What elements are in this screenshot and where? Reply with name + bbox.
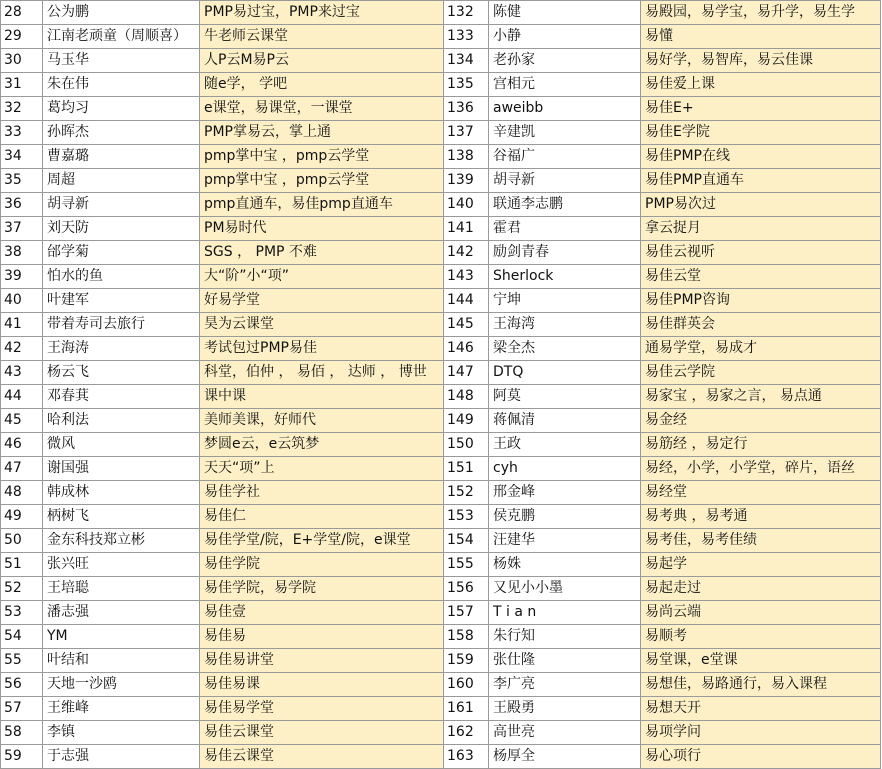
table-row <box>1 49 881 73</box>
name-cell[interactable]: 周超 <box>43 169 200 193</box>
name-cell[interactable]: YM <box>43 625 200 649</box>
row-number-cell[interactable]: 161 <box>444 697 489 721</box>
name-cell[interactable]: 天地一沙鸥 <box>43 673 200 697</box>
row-number-cell[interactable]: 163 <box>444 745 489 769</box>
brand-cell[interactable]: PM易时代 <box>200 217 444 241</box>
name-cell[interactable]: 马玉华 <box>43 49 200 73</box>
table-row <box>1 337 881 361</box>
name-cell[interactable]: 哈利法 <box>43 409 200 433</box>
name-cell[interactable]: 邢金峰 <box>489 481 641 505</box>
name-cell[interactable]: 王殿勇 <box>489 697 641 721</box>
row-number-cell[interactable]: 50 <box>1 529 43 553</box>
brand-cell[interactable]: 易家宝 ，易家之言， 易点通 <box>641 385 881 409</box>
brand-cell[interactable]: 通易学堂，易成才 <box>641 337 881 361</box>
name-cell[interactable]: aweibb <box>489 97 641 121</box>
name-cell[interactable]: 李广亮 <box>489 673 641 697</box>
name-cell[interactable]: 杨姝 <box>489 553 641 577</box>
brand-cell[interactable]: 易尚云端 <box>641 601 881 625</box>
name-cell[interactable]: 潘志强 <box>43 601 200 625</box>
brand-cell[interactable]: PMP易次过 <box>641 193 881 217</box>
table-row <box>1 97 881 121</box>
row-number-cell[interactable]: 34 <box>1 145 43 169</box>
table-row <box>1 601 881 625</box>
row-number-cell[interactable]: 137 <box>444 121 489 145</box>
brand-cell[interactable]: 易佳云课堂 <box>200 721 444 745</box>
row-number-cell[interactable]: 54 <box>1 625 43 649</box>
name-cell[interactable]: DTQ <box>489 361 641 385</box>
name-cell[interactable]: 朱行知 <box>489 625 641 649</box>
name-cell[interactable]: 宁坤 <box>489 289 641 313</box>
name-cell[interactable]: 微风 <box>43 433 200 457</box>
table-body <box>1 1 881 769</box>
row-number-cell[interactable]: 28 <box>1 1 43 25</box>
table-row <box>1 577 881 601</box>
row-number-cell[interactable]: 145 <box>444 313 489 337</box>
brand-cell[interactable]: 易佳学院 <box>200 553 444 577</box>
brand-cell[interactable]: 牛老师云课堂 <box>200 25 444 49</box>
row-number-cell[interactable]: 146 <box>444 337 489 361</box>
name-cell[interactable]: 王政 <box>489 433 641 457</box>
brand-cell[interactable]: 易想佳，易路通行，易入课程 <box>641 673 881 697</box>
table-row <box>1 169 881 193</box>
row-number-cell[interactable]: 46 <box>1 433 43 457</box>
brand-cell[interactable]: 易想天开 <box>641 697 881 721</box>
row-number-cell[interactable]: 58 <box>1 721 43 745</box>
brand-cell[interactable]: 随e学， 学吧 <box>200 73 444 97</box>
brand-cell[interactable]: 易佳易 <box>200 625 444 649</box>
row-number-cell[interactable]: 32 <box>1 97 43 121</box>
table-row <box>1 505 881 529</box>
brand-cell[interactable]: 易佳易课 <box>200 673 444 697</box>
name-cell[interactable]: 韩成林 <box>43 481 200 505</box>
name-cell[interactable]: 杨厚全 <box>489 745 641 769</box>
row-number-cell[interactable]: 162 <box>444 721 489 745</box>
name-cell[interactable]: 张仕隆 <box>489 649 641 673</box>
brand-cell[interactable]: PMP掌易云，掌上通 <box>200 121 444 145</box>
row-number-cell[interactable]: 156 <box>444 577 489 601</box>
brand-cell[interactable]: 易金经 <box>641 409 881 433</box>
row-number-cell[interactable]: 51 <box>1 553 43 577</box>
row-number-cell[interactable]: 139 <box>444 169 489 193</box>
row-number-cell[interactable]: 152 <box>444 481 489 505</box>
name-cell[interactable]: 王海湾 <box>489 313 641 337</box>
brand-cell[interactable]: 昊为云课堂 <box>200 313 444 337</box>
table-row <box>1 1 881 25</box>
brand-cell[interactable]: 易佳PMP咨询 <box>641 289 881 313</box>
table-row <box>1 121 881 145</box>
name-cell[interactable]: 联通李志鹏 <box>489 193 641 217</box>
name-cell[interactable]: 于志强 <box>43 745 200 769</box>
table-row <box>1 673 881 697</box>
row-number-cell[interactable]: 31 <box>1 73 43 97</box>
table-row <box>1 241 881 265</box>
row-number-cell[interactable]: 153 <box>444 505 489 529</box>
table-row <box>1 385 881 409</box>
name-cell[interactable]: 柄树飞 <box>43 505 200 529</box>
name-cell[interactable]: 王海涛 <box>43 337 200 361</box>
name-cell[interactable]: 孙晖杰 <box>43 121 200 145</box>
brand-cell[interactable]: 易佳云课堂 <box>200 745 444 769</box>
row-number-cell[interactable]: 43 <box>1 361 43 385</box>
brand-cell[interactable]: 易佳云视听 <box>641 241 881 265</box>
name-cell[interactable]: 杨云飞 <box>43 361 200 385</box>
brand-cell[interactable]: 拿云捉月 <box>641 217 881 241</box>
table-row <box>1 289 881 313</box>
name-cell[interactable]: 胡寻新 <box>43 193 200 217</box>
brand-cell[interactable]: 梦圆e云，e云筑梦 <box>200 433 444 457</box>
name-cell[interactable]: 高世亮 <box>489 721 641 745</box>
row-number-cell[interactable]: 155 <box>444 553 489 577</box>
row-number-cell[interactable]: 141 <box>444 217 489 241</box>
brand-cell[interactable]: 易佳易学堂 <box>200 697 444 721</box>
brand-cell[interactable]: 大“阶”小“项” <box>200 265 444 289</box>
row-number-cell[interactable]: 33 <box>1 121 43 145</box>
brand-cell[interactable]: 易起走过 <box>641 577 881 601</box>
name-cell[interactable]: 谷福广 <box>489 145 641 169</box>
row-number-cell[interactable]: 154 <box>444 529 489 553</box>
row-number-cell[interactable]: 140 <box>444 193 489 217</box>
table-row <box>1 217 881 241</box>
row-number-cell[interactable]: 37 <box>1 217 43 241</box>
brand-cell[interactable]: 易懂 <box>641 25 881 49</box>
brand-cell[interactable]: 易殿园，易学宝，易升学，易生学 <box>641 1 881 25</box>
brand-cell[interactable]: 易筋经 ，易定行 <box>641 433 881 457</box>
row-number-cell[interactable]: 134 <box>444 49 489 73</box>
brand-cell[interactable]: 易考典 ，易考通 <box>641 505 881 529</box>
name-cell[interactable]: 蒋佩清 <box>489 409 641 433</box>
brand-cell[interactable]: 易佳E+ <box>641 97 881 121</box>
brand-cell[interactable]: 易佳学院，易学院 <box>200 577 444 601</box>
name-cell[interactable]: 邓春萁 <box>43 385 200 409</box>
table-row <box>1 73 881 97</box>
name-cell[interactable]: 金东科技郑立彬 <box>43 529 200 553</box>
name-cell[interactable]: 带着寿司去旅行 <box>43 313 200 337</box>
row-number-cell[interactable]: 136 <box>444 97 489 121</box>
row-number-cell[interactable]: 142 <box>444 241 489 265</box>
name-cell[interactable]: 阿莫 <box>489 385 641 409</box>
row-number-cell[interactable]: 59 <box>1 745 43 769</box>
row-number-cell[interactable]: 53 <box>1 601 43 625</box>
brand-cell[interactable]: 易佳爱上课 <box>641 73 881 97</box>
row-number-cell[interactable]: 160 <box>444 673 489 697</box>
brand-cell[interactable]: e课堂，易课堂，一课堂 <box>200 97 444 121</box>
brand-cell[interactable]: pmp掌中宝 ，pmp云学堂 <box>200 169 444 193</box>
name-cell[interactable]: 曹嘉璐 <box>43 145 200 169</box>
brand-cell[interactable]: PMP易过宝，PMP来过宝 <box>200 1 444 25</box>
row-number-cell[interactable]: 144 <box>444 289 489 313</box>
name-cell[interactable]: 王培聪 <box>43 577 200 601</box>
row-number-cell[interactable]: 38 <box>1 241 43 265</box>
row-number-cell[interactable]: 52 <box>1 577 43 601</box>
brand-cell[interactable]: 易佳PMP直通车 <box>641 169 881 193</box>
brand-cell[interactable]: 天天“项”上 <box>200 457 444 481</box>
brand-cell[interactable]: 易佳学堂/院，E+学堂/院，e课堂 <box>200 529 444 553</box>
brand-cell[interactable]: 好易学堂 <box>200 289 444 313</box>
brand-cell[interactable]: 易考佳，易考佳绩 <box>641 529 881 553</box>
name-cell[interactable]: T i a n <box>489 601 641 625</box>
name-cell[interactable]: 宫相元 <box>489 73 641 97</box>
brand-cell[interactable]: 易佳学社 <box>200 481 444 505</box>
row-number-cell[interactable]: 29 <box>1 25 43 49</box>
brand-cell[interactable]: 考试包过PMP易佳 <box>200 337 444 361</box>
brand-cell[interactable]: 易顺考 <box>641 625 881 649</box>
row-number-cell[interactable]: 147 <box>444 361 489 385</box>
brand-cell[interactable]: 易起学 <box>641 553 881 577</box>
name-cell[interactable]: 小静 <box>489 25 641 49</box>
brand-cell[interactable]: pmp直通车，易佳pmp直通车 <box>200 193 444 217</box>
table-row <box>1 745 881 769</box>
name-cell[interactable]: 老孙家 <box>489 49 641 73</box>
name-cell[interactable]: 叶建军 <box>43 289 200 313</box>
brand-cell[interactable]: SGS ， PMP 不难 <box>200 241 444 265</box>
row-number-cell[interactable]: 42 <box>1 337 43 361</box>
name-cell[interactable]: Sherlock <box>489 265 641 289</box>
name-cell[interactable]: 汪建华 <box>489 529 641 553</box>
brand-cell[interactable]: 易佳壹 <box>200 601 444 625</box>
row-number-cell[interactable]: 138 <box>444 145 489 169</box>
row-number-cell[interactable]: 133 <box>444 25 489 49</box>
row-number-cell[interactable]: 49 <box>1 505 43 529</box>
brand-cell[interactable]: 人P云M易P云 <box>200 49 444 73</box>
row-number-cell[interactable]: 44 <box>1 385 43 409</box>
row-number-cell[interactable]: 132 <box>444 1 489 25</box>
row-number-cell[interactable]: 158 <box>444 625 489 649</box>
name-cell[interactable]: 谢国强 <box>43 457 200 481</box>
name-cell[interactable]: 霍君 <box>489 217 641 241</box>
name-cell[interactable]: 公为鹏 <box>43 1 200 25</box>
name-cell[interactable]: 陈健 <box>489 1 641 25</box>
row-number-cell[interactable]: 151 <box>444 457 489 481</box>
table-row <box>1 265 881 289</box>
name-cell[interactable]: 胡寻新 <box>489 169 641 193</box>
row-number-cell[interactable]: 36 <box>1 193 43 217</box>
brand-cell[interactable]: pmp掌中宝 ，pmp云学堂 <box>200 145 444 169</box>
table-row <box>1 145 881 169</box>
name-cell[interactable]: 张兴旺 <box>43 553 200 577</box>
brand-cell[interactable]: 美师美课，好师代 <box>200 409 444 433</box>
brand-cell[interactable]: 易佳PMP在线 <box>641 145 881 169</box>
row-number-cell[interactable]: 150 <box>444 433 489 457</box>
name-cell[interactable]: 侯克鹏 <box>489 505 641 529</box>
row-number-cell[interactable]: 55 <box>1 649 43 673</box>
table-row <box>1 313 881 337</box>
name-cell[interactable]: 辛建凯 <box>489 121 641 145</box>
brand-cell[interactable]: 易好学，易智库，易云佳课 <box>641 49 881 73</box>
row-number-cell[interactable]: 57 <box>1 697 43 721</box>
table-row <box>1 409 881 433</box>
row-number-cell[interactable]: 48 <box>1 481 43 505</box>
row-number-cell[interactable]: 39 <box>1 265 43 289</box>
brand-cell[interactable]: 易心项行 <box>641 745 881 769</box>
name-cell[interactable]: 李镇 <box>43 721 200 745</box>
row-number-cell[interactable]: 56 <box>1 673 43 697</box>
table-row <box>1 625 881 649</box>
name-cell[interactable]: 王维峰 <box>43 697 200 721</box>
name-cell[interactable]: 刘天防 <box>43 217 200 241</box>
brand-cell[interactable]: 易项学问 <box>641 721 881 745</box>
row-number-cell[interactable]: 135 <box>444 73 489 97</box>
table-row <box>1 529 881 553</box>
row-number-cell[interactable]: 159 <box>444 649 489 673</box>
table-row <box>1 25 881 49</box>
brand-cell[interactable]: 易佳E学院 <box>641 121 881 145</box>
name-cell[interactable]: cyh <box>489 457 641 481</box>
table-row <box>1 457 881 481</box>
brand-cell[interactable]: 易经，小学，小学堂，碎片，语丝 <box>641 457 881 481</box>
name-cell[interactable]: 叶结和 <box>43 649 200 673</box>
table-row <box>1 649 881 673</box>
row-number-cell[interactable]: 40 <box>1 289 43 313</box>
row-number-cell[interactable]: 30 <box>1 49 43 73</box>
table-row <box>1 361 881 385</box>
brand-cell[interactable]: 易佳仁 <box>200 505 444 529</box>
brand-cell[interactable]: 易佳群英会 <box>641 313 881 337</box>
row-number-cell[interactable]: 41 <box>1 313 43 337</box>
name-cell[interactable]: 葛均习 <box>43 97 200 121</box>
name-cell[interactable]: 励剑青春 <box>489 241 641 265</box>
name-cell[interactable]: 又见小小墨 <box>489 577 641 601</box>
name-cell[interactable]: 怕水的鱼 <box>43 265 200 289</box>
brand-cell[interactable]: 易佳云堂 <box>641 265 881 289</box>
brand-cell[interactable]: 课中课 <box>200 385 444 409</box>
brand-cell[interactable]: 科堂，伯仲 ， 易佰 ， 达师 ， 博世 <box>200 361 444 385</box>
table-row <box>1 193 881 217</box>
row-number-cell[interactable]: 47 <box>1 457 43 481</box>
brand-cell[interactable]: 易佳易讲堂 <box>200 649 444 673</box>
row-number-cell[interactable]: 143 <box>444 265 489 289</box>
row-number-cell[interactable]: 149 <box>444 409 489 433</box>
table-row <box>1 481 881 505</box>
name-cell[interactable]: 江南老顽童（周顺喜） <box>43 25 200 49</box>
row-number-cell[interactable]: 45 <box>1 409 43 433</box>
brand-cell[interactable]: 易佳云学院 <box>641 361 881 385</box>
table-row <box>1 433 881 457</box>
name-cell[interactable]: 邰学菊 <box>43 241 200 265</box>
brand-cell[interactable]: 易经堂 <box>641 481 881 505</box>
name-cell[interactable]: 朱在伟 <box>43 73 200 97</box>
row-number-cell[interactable]: 35 <box>1 169 43 193</box>
table-row <box>1 697 881 721</box>
row-number-cell[interactable]: 148 <box>444 385 489 409</box>
table-row <box>1 721 881 745</box>
row-number-cell[interactable]: 157 <box>444 601 489 625</box>
brand-cell[interactable]: 易堂课，e堂课 <box>641 649 881 673</box>
name-cell[interactable]: 梁全杰 <box>489 337 641 361</box>
table-row <box>1 553 881 577</box>
